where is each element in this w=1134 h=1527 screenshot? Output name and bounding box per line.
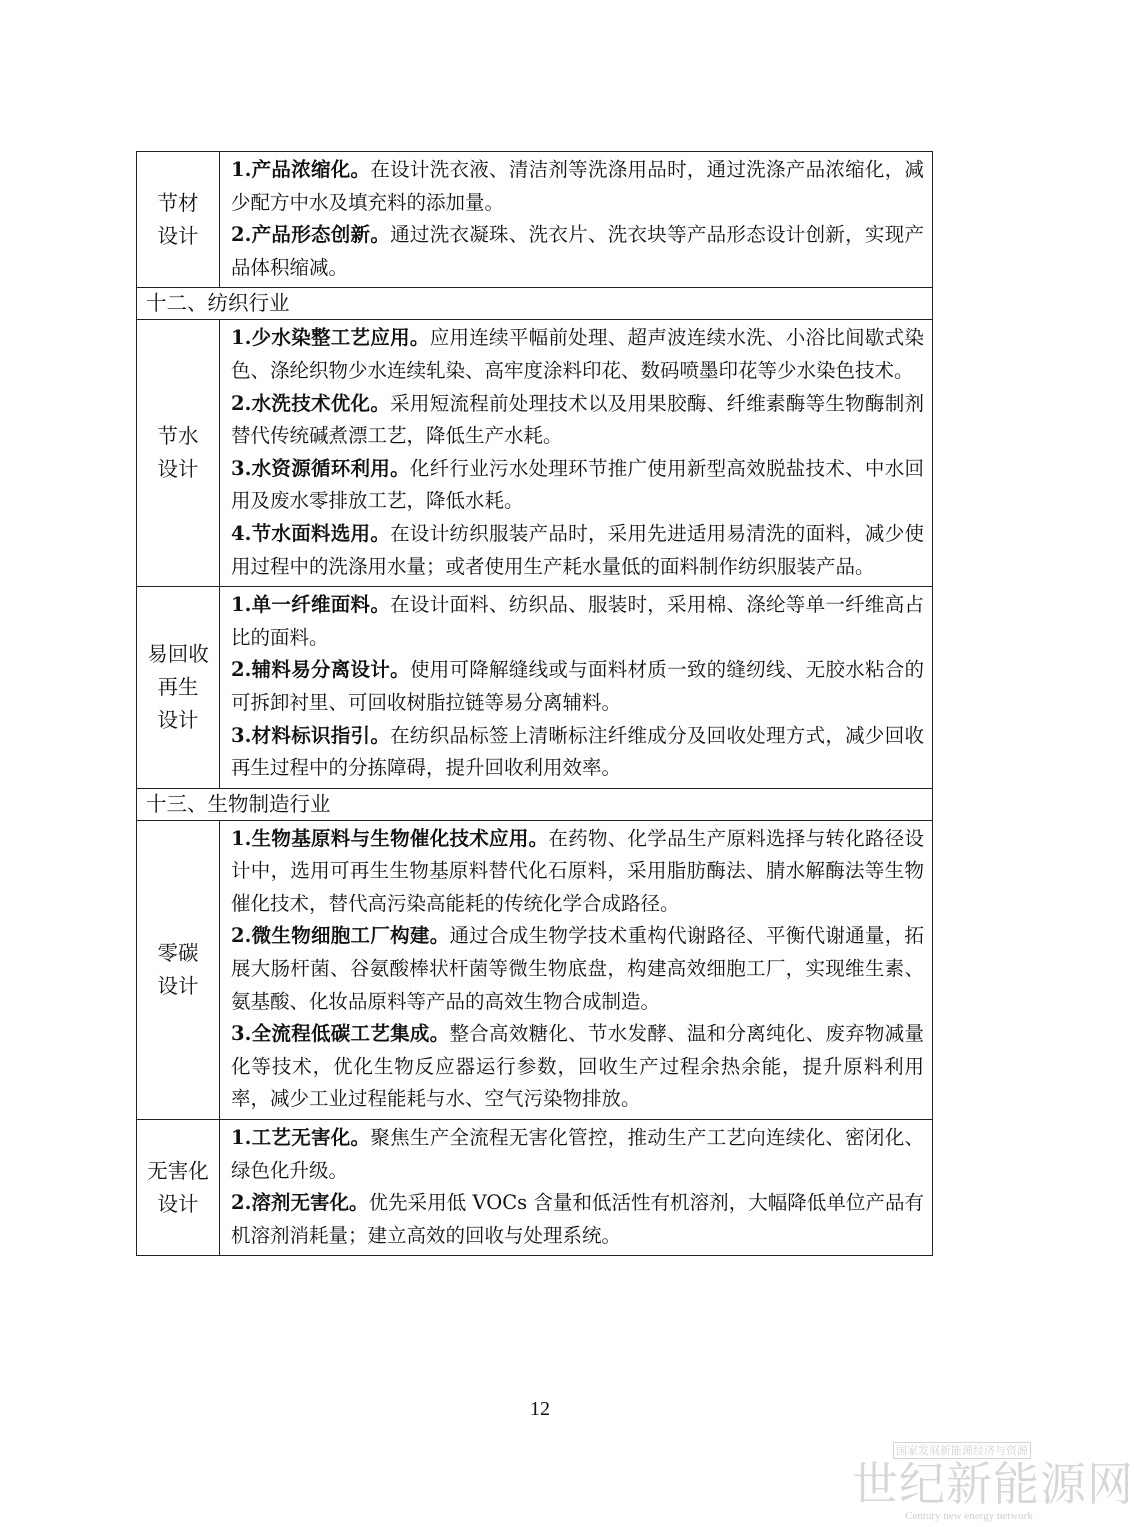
content-paragraph [231, 1018, 924, 1116]
watermark-logo-text: 世纪新能源网 [852, 1457, 1134, 1511]
category-cell [137, 320, 220, 587]
paragraph-heading: 2.溶剂无害化。 [231, 1191, 369, 1215]
section-header-row [137, 288, 933, 320]
paragraph-heading: 1.工艺无害化。 [231, 1126, 371, 1150]
paragraph-heading: 1.产品浓缩化。 [231, 158, 371, 181]
paragraph-text: 在设计纺织服装产品时，采用先进适用易清洗的面料，减少使用过程中的洗涤用水量；或者使用生产耗水量低的面料制作纺织服装产品。 [231, 521, 924, 578]
paragraph-heading: 2.产品形态创新。 [231, 223, 391, 247]
category-label: 易回收 [147, 641, 209, 666]
table-body [137, 152, 933, 1256]
category-cell [137, 587, 220, 789]
content-paragraph [231, 823, 924, 921]
table-row [137, 320, 933, 587]
paragraph-heading: 2.水洗技术优化。 [231, 391, 391, 415]
category-label: 设计 [157, 223, 199, 248]
category-cell [137, 820, 220, 1119]
category-label: 设计 [157, 707, 199, 732]
paragraph-heading: 1.少水染整工艺应用。 [231, 326, 430, 350]
paragraph-text: 在设计面料、纺织品、服装时，采用棉、涤纶等单一纤维高占比的面料。 [231, 593, 924, 649]
paragraph-text: 使用可降解缝线或与面料材质一致的缝纫线、无胶水粘合的可拆卸衬里、可回收树脂拉链等易分离辅料。 [231, 658, 924, 714]
paragraph-text: 聚焦生产全流程无害化管控，推动生产工艺向连续化、密闭化、绿色化升级。 [231, 1126, 924, 1182]
paragraph-text: 应用连续平幅前处理、超声波连续水洗、小浴比间歇式染色、涤纶织物少水连续轧染、高牢度涂料印花、数码喷墨印花等少水染色技术。 [231, 326, 924, 382]
paragraph-text: 通过洗衣凝珠、洗衣片、洗衣块等产品形态设计创新，实现产品体积缩减。 [231, 223, 924, 279]
content-cell [220, 1120, 933, 1256]
content-cell [220, 152, 933, 288]
paragraph-text: 通过合成生物学技术重构代谢路径、平衡代谢通量，拓展大肠杆菌、谷氨酸棒状杆菌等微生物底盘，构建高效细胞工厂，实现维生素、氨基酸、化妆品原料等产品的高效生物合成制造。 [231, 924, 924, 1013]
paragraph-heading: 2.辅料易分离设计。 [231, 658, 410, 682]
content-paragraph [231, 1187, 924, 1252]
table-row [137, 1120, 933, 1256]
category-label: 零碳 [157, 940, 199, 965]
category-label: 设计 [157, 457, 199, 482]
section-header-row [137, 788, 933, 820]
category-label: 设计 [157, 973, 199, 998]
paragraph-heading: 3.材料标识指引。 [231, 723, 391, 747]
content-paragraph [231, 920, 924, 1018]
content-cell [220, 587, 933, 789]
paragraph-text: 采用短流程前处理技术以及用果胶酶、纤维素酶等生物酶制剂替代传统碱煮漂工艺，降低生产水耗。 [231, 391, 924, 448]
watermark-subtitle: Century new energy network [905, 1510, 1033, 1522]
content-paragraph [231, 654, 924, 719]
content-paragraph [231, 589, 924, 654]
content-paragraph [231, 720, 924, 785]
paragraph-heading: 1.单一纤维面料。 [231, 593, 391, 617]
paragraph-text: 优先采用低 VOCs 含量和低活性有机溶剂，大幅降低单位产品有机溶剂消耗量；建立高效的回收与处理系统。 [231, 1191, 924, 1247]
table-row [137, 152, 933, 288]
table-row [137, 587, 933, 789]
content-paragraph [231, 322, 924, 387]
content-paragraph [231, 388, 924, 453]
content-cell [220, 820, 933, 1119]
watermark-caption: 国家发展新能源经济与资源 [893, 1442, 1031, 1459]
paragraph-heading: 2.微生物细胞工厂构建。 [231, 924, 450, 948]
content-cell [220, 320, 933, 587]
category-label: 再生 [157, 674, 199, 699]
category-label: 节水 [157, 424, 199, 449]
section-title: 十二、纺织行业 [137, 288, 933, 320]
paragraph-heading: 4.节水面料选用。 [231, 521, 391, 545]
section-title: 十三、生物制造行业 [137, 788, 933, 820]
page-number: 12 [530, 1398, 550, 1420]
table-row [137, 820, 933, 1119]
paragraph-text: 整合高效糖化、节水发酵、温和分离纯化、废弃物减量化等技术，优化生物反应器运行参数，回收生产过程余热余能，提升原料利用率，减少工业过程能耗与水、空气污染物排放。 [231, 1022, 924, 1111]
category-label: 节材 [157, 190, 199, 215]
content-paragraph [231, 154, 924, 219]
content-paragraph [231, 518, 924, 583]
category-cell [137, 1120, 220, 1256]
paragraph-heading: 3.水资源循环利用。 [231, 456, 410, 480]
category-cell [137, 152, 220, 288]
paragraph-text: 在纺织品标签上清晰标注纤维成分及回收处理方式，减少回收再生过程中的分拣障碍，提升回收利用效率。 [231, 723, 924, 780]
content-paragraph [231, 453, 924, 518]
paragraph-text: 在药物、化学品生产原料选择与转化路径设计中，选用可再生生物基原料替代化石原料，采用脂肪酶法、腈水解酶法等生物催化技术，替代高污染高能耗的传统化学合成路径。 [231, 826, 924, 915]
paragraph-text: 化纤行业污水处理环节推广使用新型高效脱盐技术、中水回用及废水零排放工艺，降低水耗。 [231, 456, 924, 513]
content-paragraph [231, 219, 924, 284]
paragraph-heading: 1.生物基原料与生物催化技术应用。 [231, 826, 549, 850]
design-guideline-table [136, 151, 933, 1256]
paragraph-text: 在设计洗衣液、清洁剂等洗涤用品时，通过洗涤产品浓缩化，减少配方中水及填充料的添加量。 [231, 158, 924, 214]
category-label: 设计 [157, 1191, 199, 1216]
paragraph-heading: 3.全流程低碳工艺集成。 [231, 1022, 450, 1046]
category-label: 无害化 [147, 1158, 209, 1183]
content-paragraph [231, 1122, 924, 1187]
